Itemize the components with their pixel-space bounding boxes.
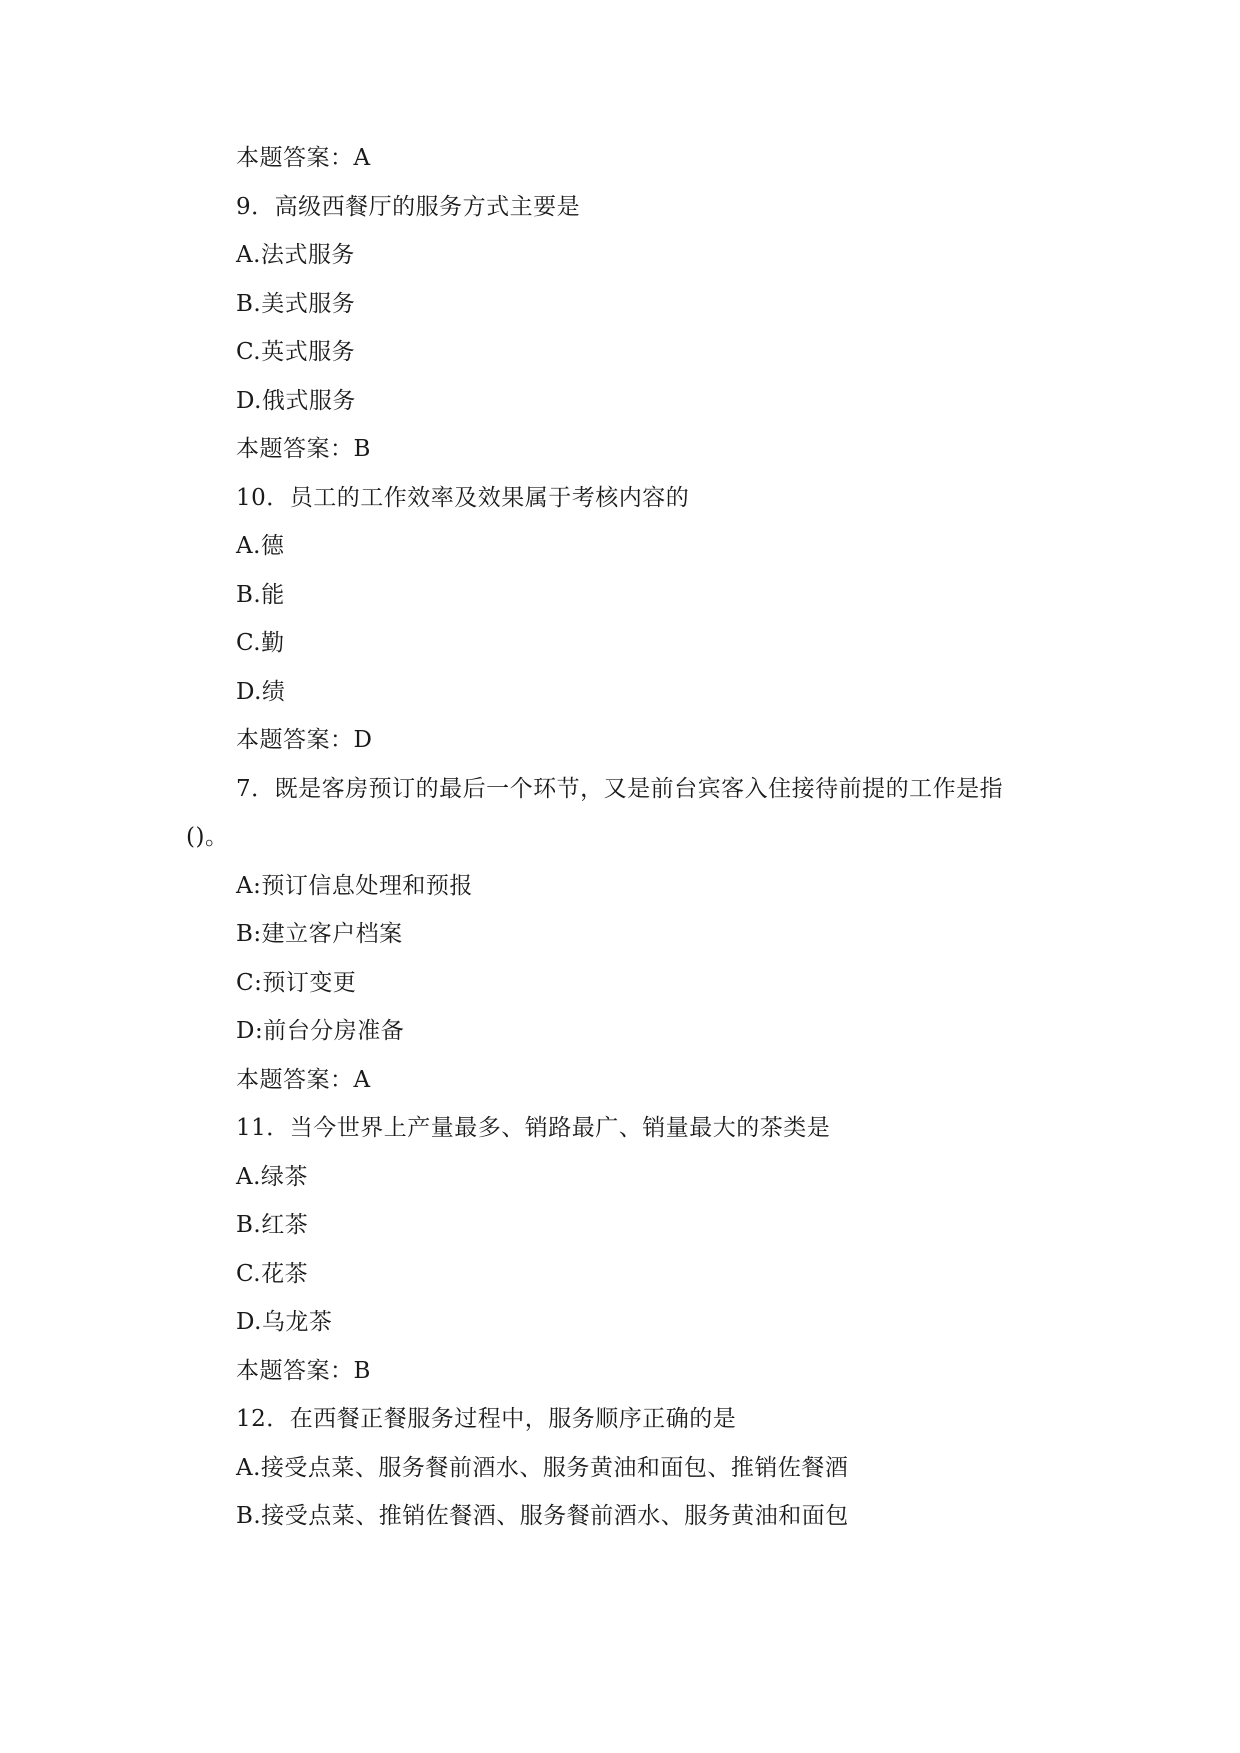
option-line: D.绩	[236, 679, 286, 705]
question-line: 11．当今世界上产量最多、销路最广、销量最大的茶类是	[236, 1115, 831, 1141]
answer-line: 本题答案：B	[236, 436, 371, 462]
option-line: D.俄式服务	[236, 388, 356, 414]
question-line: 10．员工的工作效率及效果属于考核内容的	[236, 485, 690, 511]
option-line: C:预订变更	[236, 970, 357, 996]
option-line: C.英式服务	[236, 339, 356, 365]
answer-line: 本题答案：D	[236, 727, 373, 753]
option-line: A.绿茶	[236, 1164, 308, 1190]
option-line: C.花茶	[236, 1261, 309, 1287]
answer-line: 本题答案：A	[236, 145, 371, 171]
option-line: B.接受点菜、推销佐餐酒、服务餐前酒水、服务黄油和面包	[236, 1503, 849, 1529]
answer-line: 本题答案：B	[236, 1358, 371, 1384]
option-line: A:预订信息处理和预报	[236, 873, 473, 899]
question-line: 9．高级西餐厅的服务方式主要是	[236, 194, 581, 220]
option-line: B.美式服务	[236, 291, 356, 317]
question-line: 7．既是客房预订的最后一个环节，又是前台宾客入住接待前提的工作是指	[236, 776, 1004, 802]
option-line: A.德	[236, 533, 285, 559]
option-line: B.红茶	[236, 1212, 309, 1238]
option-line: B:建立客户档案	[236, 921, 403, 947]
option-line: C.勤	[236, 630, 285, 656]
option-line: A.法式服务	[236, 242, 355, 268]
option-line: D:前台分房准备	[236, 1018, 405, 1044]
question-line: ()。	[186, 824, 229, 850]
option-line: B.能	[236, 582, 285, 608]
option-line: A.接受点菜、服务餐前酒水、服务黄油和面包、推销佐餐酒	[236, 1455, 849, 1481]
option-line: D.乌龙茶	[236, 1309, 333, 1335]
answer-line: 本题答案：A	[236, 1067, 371, 1093]
question-line: 12．在西餐正餐服务过程中，服务顺序正确的是	[236, 1406, 737, 1432]
